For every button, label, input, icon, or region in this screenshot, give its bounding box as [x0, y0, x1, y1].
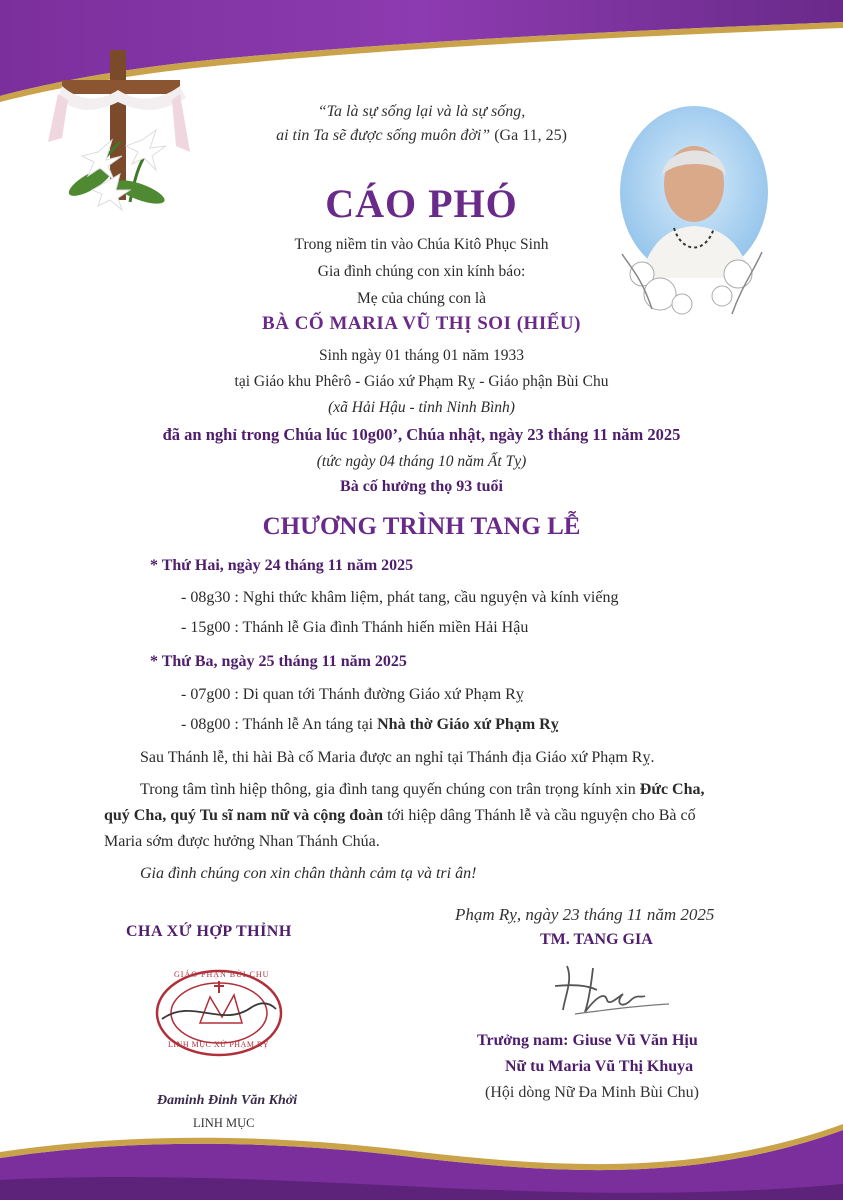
intro-line-3: Mẹ của chúng con là: [356, 290, 487, 307]
death-notice: đã an nghỉ trong Chúa lúc 10g00’, Chúa nhật, ngày 23 tháng 11 năm 2025: [162, 425, 681, 444]
day-2-item-2-text: - 08g00 : Thánh lễ An táng tại: [181, 716, 378, 733]
family-line-2: Nữ tu Maria Vũ Thị Khuya: [505, 1058, 694, 1075]
birth-details: [0, 343, 843, 421]
seal-text-top: GIÁO PHẬN BÙI CHU: [174, 970, 270, 979]
signing-date: Phạm Rỵ, ngày 23 tháng 11 năm 2025: [455, 905, 715, 924]
intro-line-1: Trong niềm tin vào Chúa Kitô Phục Sinh: [294, 236, 549, 253]
family-signature: [545, 956, 685, 1026]
thanks-line: Gia đình chúng con xin chân thành cảm tạ và tri ân!: [140, 865, 477, 882]
page-title: CÁO PHÓ: [325, 181, 518, 226]
intro: [0, 231, 843, 312]
deceased-name: BÀ CỐ MARIA VŨ THỊ SOI (HIẾU): [262, 313, 581, 334]
day-2-item-2: [181, 714, 559, 736]
commune: (xã Hải Hậu - tỉnh Ninh Bình): [328, 399, 515, 416]
burial-note: Sau Thánh lễ, thi hài Bà cố Maria được an nghỉ tại Thánh địa Giáo xứ Phạm Rỵ.: [140, 749, 655, 766]
program-title: CHƯƠNG TRÌNH TANG LỄ: [262, 513, 581, 540]
family-heading: TM. TANG GIA: [540, 931, 653, 948]
scripture-quote: [0, 100, 843, 148]
invitation-line-1: [104, 777, 814, 803]
parish-priest-heading: CHA XỨ HỢP THỈNH: [126, 923, 292, 940]
quote-ref: (Ga 11, 25): [494, 127, 567, 144]
priest-signature-name: Đaminh Đinh Văn Khởi: [157, 1093, 298, 1108]
invitation-b: Đức Cha,: [639, 781, 705, 798]
priest-role: LINH MỤC: [193, 1116, 255, 1130]
day-1-heading: * Thứ Hai, ngày 24 tháng 11 năm 2025: [150, 557, 414, 574]
invitation: [104, 777, 814, 855]
day-1-item-1: - 08g30 : Nghi thức khâm liệm, phát tang, cầu nguyện và kính viếng: [181, 589, 619, 606]
seal-text-bottom: LINH MỤC XỨ PHẠM RỴ: [168, 1040, 270, 1049]
intro-line-2: Gia đình chúng con xin kính báo:: [317, 263, 526, 280]
family-line-3: (Hội dòng Nữ Đa Minh Bùi Chu): [485, 1084, 699, 1101]
bottom-band: [0, 1100, 843, 1200]
day-2-heading: * Thứ Ba, ngày 25 tháng 11 năm 2025: [150, 653, 407, 670]
birth-place: tại Giáo khu Phêrô - Giáo xứ Phạm Rỵ - Giáo phận Bùi Chu: [234, 373, 609, 390]
invitation-line-2: [104, 803, 814, 829]
lunar-date: (tức ngày 04 tháng 10 năm Ất Tỵ): [316, 453, 527, 470]
quote-line-2-text: ai tin Ta sẽ được sống muôn đời”: [276, 127, 491, 144]
age-line: Bà cố hưởng thọ 93 tuổi: [340, 478, 503, 495]
invitation-d: tới hiệp dâng Thánh lễ và cầu nguyện cho Bà cố: [383, 807, 696, 824]
day-1-item-2: - 15g00 : Thánh lễ Gia đình Thánh hiến miền Hải Hậu: [181, 619, 529, 636]
day-2-item-1: - 07g00 : Di quan tới Thánh đường Giáo xứ Phạm Rỵ: [181, 686, 524, 703]
invitation-c: quý Cha, quý Tu sĩ nam nữ và cộng đoàn: [104, 807, 384, 824]
invitation-line-3: Maria sớm được hưởng Nhan Thánh Chúa.: [104, 833, 380, 850]
birth-date: Sinh ngày 01 tháng 01 năm 1933: [319, 347, 524, 364]
church-name: Nhà thờ Giáo xứ Phạm Rỵ: [377, 716, 559, 733]
family-line-1: Trưởng nam: Giuse Vũ Văn Hịu: [477, 1032, 698, 1049]
quote-line-1: “Ta là sự sống lại và là sự sống,: [317, 103, 526, 120]
invitation-a: Trong tâm tình hiệp thông, gia đình tang quyến chúng con trân trọng kính xin: [140, 781, 640, 798]
quote-line-2: [0, 124, 843, 148]
